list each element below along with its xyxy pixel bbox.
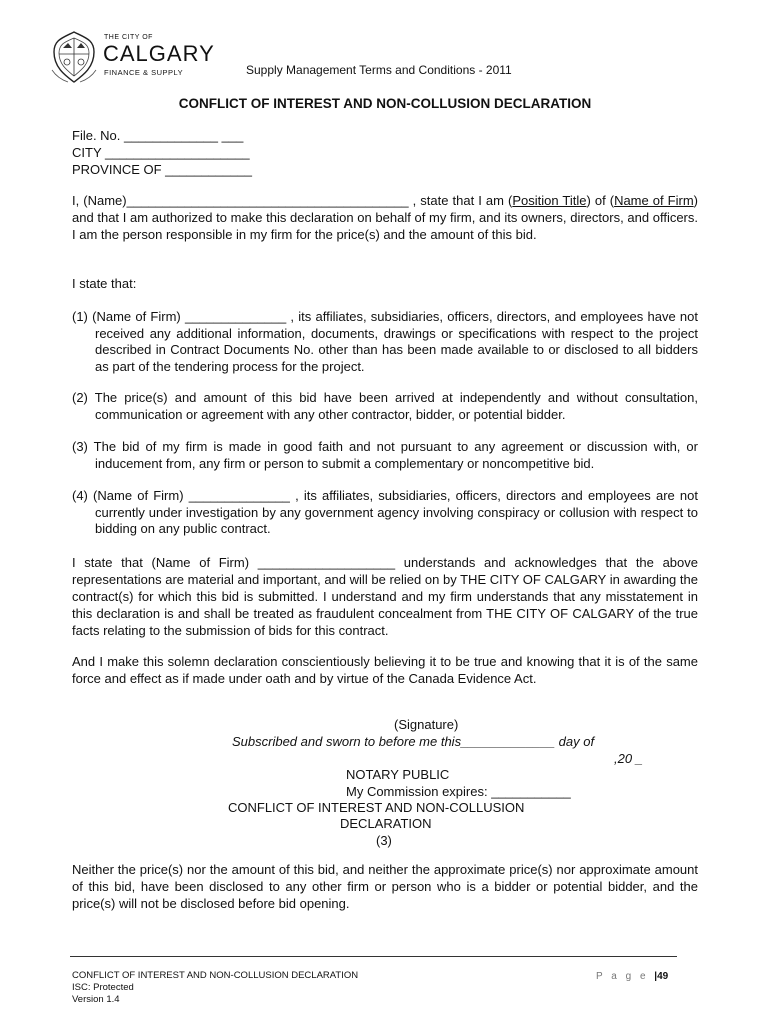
footer-title: CONFLICT OF INTEREST AND NON-COLLUSION DECLARATION	[72, 970, 359, 981]
declaration-number: (3)	[376, 833, 392, 848]
notary-public-label: NOTARY PUBLIC	[346, 767, 450, 782]
neither-paragraph: Neither the price(s) nor the amount of this bid, and neither the approximate price(s) nor approximate amount of this bid, have been disclosed to any other firm or person who is a bidder or potential bidder, and the price(s) will not be disclosed before bid opening.	[72, 862, 698, 911]
declaration-item: (3) The bid of my firm is made in good faith and not pursuant to any agreement or discussion with, or inducement from, any firm or person to submit a complementary or noncompetitive bid.	[72, 439, 698, 471]
declaration-item: (4) (Name of Firm) ______________ , its affiliates, subsidiaries, officers, directors and employees are not currently under investigation by any government agency involving conspiracy or collusion with respect to bidding on any public contract.	[72, 488, 698, 536]
declaration-item: (1) (Name of Firm) ______________ , its affiliates, subsidiaries, officers, directors, and employees have not received any additional information, documents, drawings or specifications with respect to the project described in Contract Documents No. other than has been made available to or disclosed to all bidders as part of the tendering process for the project.	[72, 309, 698, 374]
province-field: PROVINCE OF ____________	[72, 162, 252, 177]
footer-classification: ISC: Protected	[72, 982, 134, 993]
year-line: ,20 _	[614, 751, 643, 766]
footer-divider	[70, 956, 677, 957]
solemn-paragraph: And I make this solemn declaration conscientiously believing it to be true and knowing that it is of the same force and effect as if made under oath and by virtue of the Canada Evidence Act.	[72, 654, 698, 686]
city-field: CITY ____________________	[72, 145, 250, 160]
city-of-calgary-logo	[48, 30, 215, 86]
signature-label: (Signature)	[394, 717, 459, 732]
declaration-title-line-2: DECLARATION	[340, 816, 432, 831]
declaration-item: (2) The price(s) and amount of this bid have been arrived at independently and without consultation, communication or agreement with any other contractor, bidder, or potential bidder.	[72, 390, 698, 422]
state-that-label: I state that:	[72, 276, 137, 291]
intro-text-2: ) of (	[586, 193, 615, 208]
subscribed-sworn-line: Subscribed and sworn to before me this_____________ day of	[232, 734, 595, 749]
page-header: Supply Management Terms and Conditions - 2011	[246, 63, 512, 77]
intro-text-1: I, (Name)_______________________________________ , state that I am (	[72, 193, 513, 208]
footer-version: Version 1.4	[72, 994, 120, 1005]
commission-expires-line: My Commission expires: ___________	[346, 784, 571, 799]
page-separator: |	[654, 971, 658, 982]
document-title: CONFLICT OF INTEREST AND NON-COLLUSION DECLARATION	[178, 96, 592, 111]
intro-text-3: ) and that I am authorized to make this declaration on behalf of my firm, and its owners, directors, and officers. I am the person responsible in my firm for the price(s) and the amount of this bid.	[72, 193, 699, 242]
intro-paragraph	[72, 192, 698, 243]
city-crest-icon	[48, 30, 100, 84]
understands-paragraph: I state that (Name of Firm) ___________________ understands and acknowledges that the above representations are material and important, and will be relied on by THE CITY OF CALGARY in awarding the contract(s) for which this bid is submitted. I understand and my firm understands that any misstatement in this declaration is and shall be treated as fraudulent concealment from THE CITY OF CALGARY of the true facts relating to the submission of bids for this contract.	[72, 555, 698, 638]
logo-line-2: CALGARY	[103, 41, 215, 66]
file-number-field: File. No. _____________ ___	[72, 128, 244, 143]
logo-line-1: THE CITY OF	[104, 34, 153, 41]
position-title-label: Position Title	[512, 193, 587, 208]
page-number	[596, 971, 668, 982]
logo-line-3: FINANCE & SUPPLY	[104, 68, 184, 77]
declaration-title-line-1: CONFLICT OF INTEREST AND NON-COLLUSION	[228, 800, 525, 815]
page-label: P a g e	[596, 971, 649, 982]
name-of-firm-label: Name of Firm	[614, 193, 694, 208]
page-number-value: 49	[657, 971, 669, 982]
